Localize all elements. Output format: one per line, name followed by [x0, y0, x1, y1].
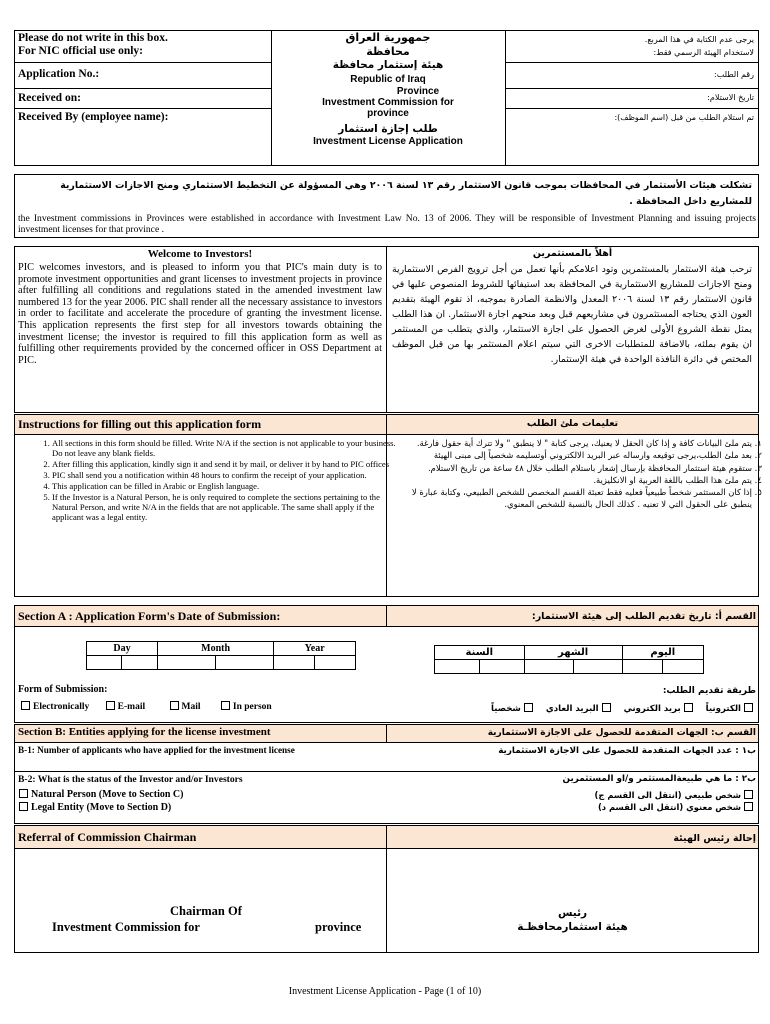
ar-section-b-title: القسم ب: الجهات المتقدمة للحصول على الاجازة الاستثمارية	[487, 728, 756, 738]
instruction-item: 5. If the Investor is a Natural Person, he is only required to complete the sections pertaining to the Natural Person, and write N/A in the fields that are not applicable. The same shall apply if the applicant was a legal entity.	[52, 492, 400, 522]
ar-in-person-label: شخصياً	[491, 704, 521, 714]
day-header: Day	[87, 642, 158, 656]
application-no-label: Application No.:	[18, 68, 100, 80]
ar-commission-label: هيئة استثمارمحافظـة	[517, 921, 628, 933]
section-b-title: Section B: Entities applying for the license investment	[18, 726, 271, 738]
ar-application-no-label: رقم الطلب:	[714, 70, 754, 79]
chairman-of-label: Chairman Of	[170, 904, 242, 918]
ar-section-a-title: القسم أ: تاريخ تقديم الطلب إلى هيئة الاستثمار:	[531, 611, 756, 622]
b2-options	[16, 788, 183, 814]
electronic-checkbox[interactable]	[744, 703, 753, 712]
commission-for-label: Investment Commission for	[52, 920, 200, 934]
ar-received-on-label: تاريخ الاستلام:	[707, 93, 754, 102]
month-header: Month	[157, 642, 273, 656]
ar-instruction-item: 3. ستقوم هيئة استثمار المحافظة بإرسال إشعار باستلام الطلب خلال ٤٨ ساعة من تاريخ الاستلام.	[392, 462, 752, 474]
header-title: جمهورية العراق محافظة هيئة إستثمار محافظة Republic of Iraq Province Investment Commission for province طلب إجازة استثمار Investment License Application	[313, 31, 463, 147]
month-cell[interactable]	[157, 656, 215, 670]
legal-entity-checkbox[interactable]	[744, 802, 753, 811]
ar-welcome-title: أهلاً بالمستثمرين	[532, 248, 613, 259]
month-cell[interactable]	[573, 660, 622, 674]
date-grid	[86, 641, 356, 670]
mail-label: Mail	[181, 702, 201, 712]
year-cell[interactable]	[274, 656, 315, 670]
legal-entity-label: Legal Entity (Move to Section D)	[31, 802, 172, 813]
ar-instructions-title: تعليمات ملئ الطلب	[526, 418, 619, 429]
day-cell[interactable]	[122, 656, 158, 670]
email-checkbox[interactable]	[106, 701, 115, 710]
ar-referral-title: إحالة رئيس الهيئة	[673, 833, 756, 844]
electronic-label: Electronically	[33, 702, 90, 712]
section-a-title: Section A : Application Form's Date of Submission:	[18, 609, 281, 623]
ar-electronic-label: الكترونياً	[705, 704, 741, 714]
b2-question: B-2: What is the status of the Investor and/or Investors	[18, 774, 243, 785]
year-cell[interactable]	[479, 660, 524, 674]
email-label: E-mail	[117, 702, 146, 712]
submission-options	[18, 701, 272, 712]
year-cell[interactable]	[435, 660, 480, 674]
ar-month-header: الشهر	[524, 646, 622, 660]
instruction-item: 4. This application can be filled in Arabic or English language.	[52, 481, 400, 491]
mail-checkbox[interactable]	[170, 701, 179, 710]
in-person-checkbox[interactable]	[524, 703, 533, 712]
province-label: province	[315, 920, 362, 934]
mail-checkbox[interactable]	[602, 703, 611, 712]
instruction-item: 1. All sections in this form should be filled. Write N/A if the section is not applicable to your business. Do not leave any blank fields.	[52, 438, 400, 458]
ar-b2-question: ب٢ : ما هي طبيعةالمستثمر و/او المستثمرين	[562, 774, 756, 784]
official-use-note: Please do not write in this box. For NIC official use only:	[18, 32, 168, 57]
ar-instruction-item: 5. إذا كان المستثمر شخصاً طبيعياً فعليه فقط تعبئة القسم المخصص للشخص الطبيعي، وكتابة عبارة لا ينطبق على الحقول التي لا تعنيه . كذلك الحال بالنسبة للشخص المعنوي.	[392, 486, 752, 511]
day-cell[interactable]	[622, 660, 663, 674]
received-on-label: Received on:	[18, 92, 81, 104]
form-of-submission-label: Form of Submission:	[18, 684, 108, 695]
month-cell[interactable]	[216, 656, 274, 670]
ar-chairman-label: رئيس	[557, 907, 588, 919]
instructions-title: Instructions for filling out this application form	[18, 417, 262, 431]
electronic-checkbox[interactable]	[21, 701, 30, 710]
ar-welcome-text: ترحب هيئة الاستثمار بالمستثمرين وتود اعلامكم بأنها تعمل من أجل ترويج الفرص الاستثمارية ومنح الاجازات للمشاريع الاستثمارية في المحافظة بعد استيفائها للشروط المنصوص عليها في قانون الاستثمار رقم ١٣ لسنة ٢٠٠٦ المعدل والانظمة الصادرة بموجبه، اذ تقوم الهيئة بتقديم العون الذي يحتاجه المستثمرون في مشاريعهم قبل وبعد منحهم اجازة الاستثمار. ان هذا الطلب يمثل نقطة الشروع الأولى لغرض الحصول على اجازة الاستثمار، والذي يتطلب من المستثمر ان يقوم بملئه، بالاضافة للمتطلبات الاخرى التي سيتم اعلام المستثمر بها من قبل الموظف المختص في دائرة النافذة الواحدة في هيئة الإستثمار.	[392, 264, 753, 365]
received-by-label: Received By (employee name):	[18, 111, 169, 123]
ar-year-header: السنة	[435, 646, 525, 660]
ar-instruction-item: 2. بعد ملئ الطلب،يرجى توقيعه وارساله عبر البريد الالكتروني أوتسليمه شخصياً إلى مبنى الهيئة	[392, 449, 752, 461]
ar-instruction-item: 1. يتم ملئ البيانات كافة و إذا كان الحقل لا يعنيك، يرجى كتابة " لا ينطبق " ولا تترك أية حقول فارغة.	[392, 437, 752, 449]
intro-arabic: تشكلت هيئات الأستثمار في المحافظات بموجب قانون الاستثمار رقم ١٣ لسنة ٢٠٠٦ وهي المسؤولة عن التخطيط الاستثماري ومنح الاجازات الاستثمارية للمشاريع داخل المحافظة .	[60, 180, 752, 207]
ar-official-use-note: يرجى عدم الكتابة في هذا المربع. لاستخدام الهيئة الرسمي فقط:	[644, 35, 754, 57]
natural-person-label: Natural Person (Move to Section C)	[31, 789, 184, 800]
ar-b2-options	[456, 789, 756, 813]
intro-english: the Investment commissions in Provinces were established in accordance with Investment Law No. 13 of 2006. They will be responsible of Investment Planning and issuing projects investment licenses for that province .	[18, 213, 756, 235]
welcome-text: PIC welcomes investors, and is pleased to inform you that PIC's main duty is to promote investment opportunities and grant licenses to investment projects in province after fulfilling all conditions and regulations stated in the amended investment law numbered 13 for the year 2006. PIC shall render all the necessary assistance to investors in order to facilitate and accelerate the procedure of granting the investment license. This application represents the first step for all investors towards obtaining the investment license; the investor is required to fill this application form as well as fulfilling other requirements provided by the concerned officer in OSS Department at PIC.	[18, 262, 383, 366]
instruction-item: 2. After filling this application, kindly sign it and send it by mail, or deliver it by hand to PIC offices	[52, 459, 400, 469]
natural-person-checkbox[interactable]	[744, 790, 753, 799]
ar-instructions-list	[392, 437, 770, 511]
ar-natural-person-label: شخص طبيعي (انتقل الى القسم ج)	[594, 790, 741, 800]
month-cell[interactable]	[524, 660, 573, 674]
ar-submission-options	[491, 703, 756, 714]
ar-email-label: بريد الكتروني	[623, 704, 681, 714]
instructions-list	[18, 438, 400, 523]
ar-day-header: اليوم	[622, 646, 703, 660]
ar-date-grid	[434, 645, 704, 674]
email-checkbox[interactable]	[684, 703, 693, 712]
natural-person-checkbox[interactable]	[19, 789, 28, 798]
ar-form-of-submission-label: طريقة تقديم الطلب:	[662, 686, 756, 696]
ar-legal-entity-label: شخص معنوي (انتقل الى القسم د)	[597, 802, 741, 812]
referral-title: Referral of Commission Chairman	[18, 830, 197, 844]
legal-entity-checkbox[interactable]	[19, 802, 28, 811]
in-person-checkbox[interactable]	[221, 701, 230, 710]
instruction-item: 3. PIC shall send you a notification within 48 hours to confirm the receipt of your application.	[52, 470, 400, 480]
ar-b1-question: ب١ : عدد الجهات المتقدمة للحصول على الاجازة الاستثمارية	[498, 746, 756, 756]
b1-question: B-1: Number of applicants who have applied for the investment license	[18, 745, 295, 755]
day-cell[interactable]	[663, 660, 704, 674]
ar-instruction-item: 4. يتم ملئ هذا الطلب باللغة العربية او الانكليزية.	[392, 474, 752, 486]
year-cell[interactable]	[315, 656, 356, 670]
ar-mail-label: البريد العادي	[545, 704, 599, 714]
day-cell[interactable]	[87, 656, 122, 670]
welcome-title: Welcome to Investors!	[147, 248, 253, 260]
page-footer: Investment License Application - Page (1 of 10)	[288, 986, 482, 997]
year-header: Year	[274, 642, 356, 656]
ar-received-by-label: تم استلام الطلب من قبل (اسم الموظف):	[614, 113, 754, 122]
in-person-label: In person	[232, 702, 272, 712]
